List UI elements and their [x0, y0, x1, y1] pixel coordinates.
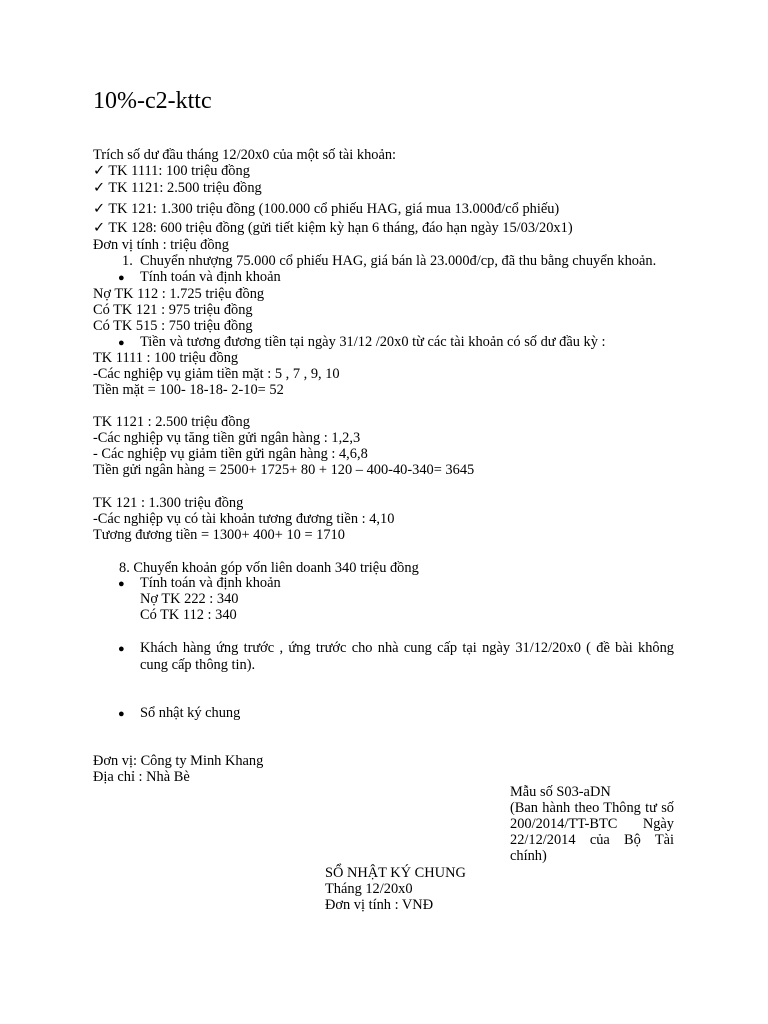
intro-line: Trích số dư đầu tháng 12/20x0 của một số tài khoản: — [93, 147, 397, 163]
bullet-calc2-label: Tính toán và định khoản — [140, 575, 281, 591]
document-title: 10%-c2-kttc — [93, 88, 212, 114]
bank-decrease-line: - Các nghiệp vụ giảm tiền gửi ngân hàng : 4,6,8 — [93, 446, 368, 462]
ledger-month: Tháng 12/20x0 — [325, 881, 413, 897]
bullet-icon: ● — [118, 272, 125, 284]
cash-total-line: Tiền mặt = 100- 18-18- 2-10= 52 — [93, 382, 284, 398]
unit-line: Đơn vị tính : triệu đồng — [93, 237, 229, 253]
item-1-number: 1. — [122, 253, 133, 269]
bullet-icon: ● — [118, 643, 125, 655]
entry-credit-515: Có TK 515 : 750 triệu đồng — [93, 318, 253, 334]
bank-total-line: Tiền gửi ngân hàng = 2500+ 1725+ 80 + 120 – 400-40-340= 3645 — [93, 462, 475, 478]
entry-credit-112: Có TK 112 : 340 — [140, 607, 237, 623]
ledger-title: SỔ NHẬT KÝ CHUNG — [325, 865, 466, 881]
bullet-icon: ● — [118, 708, 125, 720]
bullet-icon: ● — [118, 337, 125, 349]
cash-decrease-line: -Các nghiệp vụ giảm tiền mặt : 5 , 7 , 9, 10 — [93, 366, 340, 382]
entry-credit-121: Có TK 121 : 975 triệu đồng — [93, 302, 253, 318]
ledger-unit: Đơn vị tính : VNĐ — [325, 897, 434, 913]
equiv-ops-line: -Các nghiệp vụ có tài khoản tương đương tiền : 4,10 — [93, 511, 395, 527]
form-info-block — [510, 784, 674, 864]
cash-account-line: TK 1111 : 100 triệu đồng — [93, 350, 239, 366]
form-issuance-line: (Ban hành theo Thông tư số 200/2014/TT-BTC Ngày 22/12/2014 của Bộ Tài chính) — [510, 800, 674, 864]
entry-debit-222: Nợ TK 222 : 340 — [140, 591, 239, 607]
check-line-tk128: ✓ TK 128: 600 triệu đồng (gửi tiết kiệm kỳ hạn 6 tháng, đáo hạn ngày 15/03/20x1) — [93, 220, 573, 236]
bank-account-line: TK 1121 : 2.500 triệu đồng — [93, 414, 250, 430]
bank-increase-line: -Các nghiệp vụ tăng tiền gửi ngân hàng : 1,2,3 — [93, 430, 361, 446]
form-code-line: Mẫu số S03-aDN — [510, 784, 611, 800]
check-line-tk1111: ✓ TK 1111: 100 triệu đồng — [93, 163, 250, 179]
bullet-customer-text: Khách hàng ứng trước , ứng trước cho nhà cung cấp tại ngày 31/12/20x0 ( đề bài không cung cấp thông tin). — [140, 640, 674, 673]
company-name-line: Đơn vị: Công ty Minh Khang — [93, 753, 264, 769]
check-line-tk121: ✓ TK 121: 1.300 triệu đồng (100.000 cổ phiếu HAG, giá mua 13.000đ/cổ phiếu) — [93, 201, 560, 217]
bullet-journal-label: Sổ nhật ký chung — [140, 705, 241, 721]
ledger-heading-block — [325, 865, 466, 913]
entry-debit-112: Nợ TK 112 : 1.725 triệu đồng — [93, 286, 265, 302]
bullet-icon: ● — [118, 578, 125, 590]
check-line-tk1121: ✓ TK 1121: 2.500 triệu đồng — [93, 180, 262, 196]
bullet-calc-label: Tính toán và định khoản — [140, 269, 281, 285]
item-8-text: 8. Chuyển khoản góp vốn liên doanh 340 triệu đồng — [119, 560, 419, 576]
item-1-text: Chuyển nhượng 75.000 cổ phiếu HAG, giá bán là 23.000đ/cp, đã thu bằng chuyển khoản. — [140, 253, 657, 269]
company-address-line: Địa chỉ : Nhà Bè — [93, 769, 190, 785]
equiv-total-line: Tương đương tiền = 1300+ 400+ 10 = 1710 — [93, 527, 345, 543]
equiv-account-line: TK 121 : 1.300 triệu đồng — [93, 495, 244, 511]
bullet-cash-label: Tiền và tương đương tiền tại ngày 31/12 /20x0 từ các tài khoản có số dư đầu kỳ : — [140, 334, 606, 350]
